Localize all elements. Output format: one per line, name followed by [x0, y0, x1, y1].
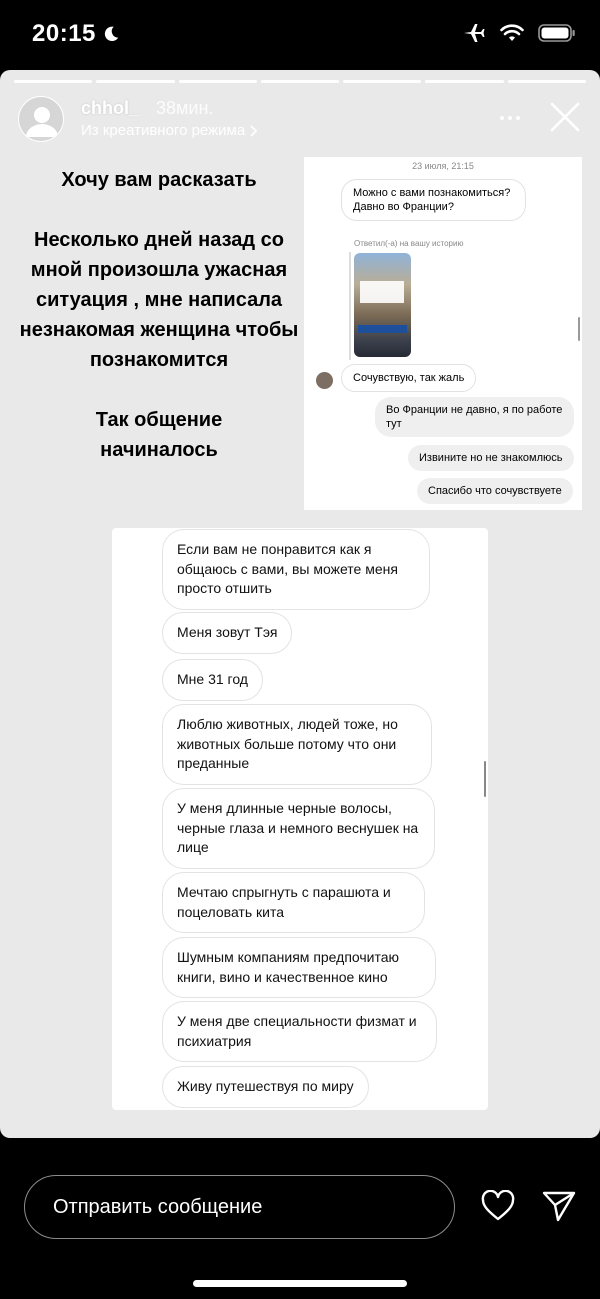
more-dot	[516, 116, 520, 120]
story-text-line: Так общение начиналось	[95, 409, 223, 461]
story-text	[12, 165, 306, 495]
story-header	[18, 96, 582, 146]
story-thumbnail	[354, 253, 411, 357]
message-input-placeholder: Отправить сообщение	[53, 1196, 263, 1218]
scrollbar	[484, 761, 486, 797]
message-bubble-incoming: Можно с вами познакомиться? Давно во Франции?	[341, 179, 526, 221]
user-silhouette-icon	[19, 97, 64, 142]
message-bubble: У меня длинные черные волосы, черные глаза и немного веснушек на лице	[162, 788, 435, 869]
progress-segment	[508, 80, 586, 83]
more-dot	[508, 116, 512, 120]
airplane-icon	[462, 22, 486, 44]
story-text-line: Хочу вам расказать	[61, 169, 257, 191]
chat-screenshot-2	[112, 528, 488, 1110]
reply-line	[349, 252, 351, 360]
story-text-line: Несколько дней назад со мной произошла ужасная ситуация , мне написала незнакомая женщина чтобы познакомится	[19, 229, 299, 371]
time-ago: 38мин.	[156, 98, 214, 118]
progress-segment	[14, 80, 92, 83]
username[interactable]: chhol_	[81, 98, 140, 118]
moon-icon	[102, 25, 120, 43]
message-bubble-outgoing: Во Франции не давно, я по работе тут	[375, 397, 574, 437]
message-input[interactable]	[24, 1175, 455, 1239]
message-bubble: Мечтаю спрыгнуть с парашюта и поцеловать кита	[162, 872, 425, 933]
send-icon[interactable]	[541, 1189, 577, 1223]
progress-segment	[261, 80, 339, 83]
story-card[interactable]	[0, 70, 600, 1138]
status-time-group	[32, 20, 120, 48]
avatar[interactable]	[18, 96, 64, 142]
status-bar	[0, 0, 600, 70]
home-indicator[interactable]	[193, 1280, 407, 1287]
thumbnail-sign	[358, 325, 407, 333]
message-bubble: Если вам не понравится как я общаюсь с вами, вы можете меня просто отшить	[162, 529, 430, 610]
progress-segment	[343, 80, 421, 83]
scrollbar	[578, 317, 580, 341]
chevron-right-icon	[249, 124, 259, 138]
chat-date: 23 июля, 21:15	[412, 161, 474, 171]
message-bubble: У меня две специальности физмат и психиатрия	[162, 1001, 437, 1062]
thumbnail-note	[360, 281, 404, 303]
creative-mode-label: Из креативного режима	[81, 122, 246, 139]
message-bubble-outgoing: Спасибо что сочувствуете	[417, 478, 573, 504]
status-time: 20:15	[32, 20, 96, 47]
chat-screenshot-1	[304, 157, 582, 510]
close-icon[interactable]	[548, 100, 582, 134]
more-dot	[500, 116, 504, 120]
more-button[interactable]	[494, 106, 526, 130]
message-bubble: Люблю животных, людей тоже, но животных больше потому что они преданные	[162, 704, 432, 785]
message-bubble: Меня зовут Тэя	[162, 612, 292, 654]
progress-segment	[425, 80, 503, 83]
sender-avatar	[316, 372, 333, 389]
progress-segment	[96, 80, 174, 83]
progress-segment	[179, 80, 257, 83]
status-icons	[462, 22, 576, 44]
message-bubble-outgoing: Извините но не знакомлюсь	[408, 445, 574, 471]
message-bubble: Мне 31 год	[162, 659, 263, 701]
creative-mode-link[interactable]	[81, 122, 259, 139]
message-bubble: Шумным компаниям предпочитаю книги, вино и качественное кино	[162, 937, 436, 998]
replied-to-story-label: Ответил(-а) на вашу историю	[354, 239, 464, 248]
battery-icon	[538, 23, 576, 43]
heart-icon[interactable]	[480, 1190, 516, 1222]
wifi-icon	[500, 24, 524, 42]
message-bubble-incoming: Сочувствую, так жаль	[341, 364, 476, 392]
message-bubble: Живу путешествуя по миру	[162, 1066, 369, 1108]
story-progress	[14, 80, 586, 83]
